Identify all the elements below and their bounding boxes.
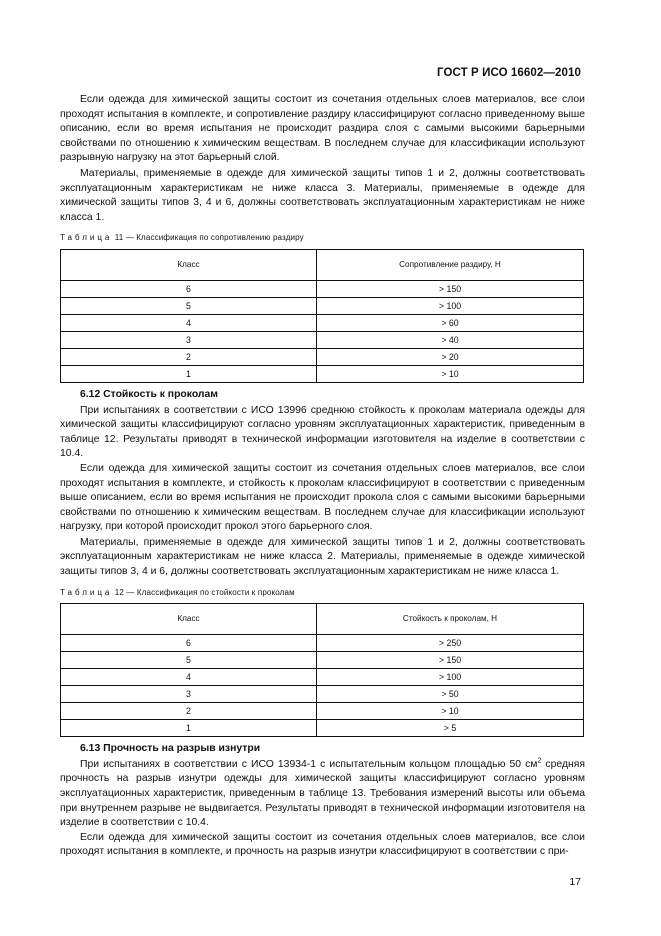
cell-class: 5	[61, 297, 317, 314]
cell-class: 6	[61, 635, 317, 652]
cell-class: 4	[61, 314, 317, 331]
table-row	[61, 348, 584, 365]
superscript: 2	[537, 757, 542, 765]
cell-value: > 5	[317, 720, 584, 737]
table-row	[61, 669, 584, 686]
paragraph	[60, 758, 585, 831]
table-caption-text: 11 — Классификация по сопротивлению раздиру	[114, 233, 304, 243]
table-row	[61, 652, 584, 669]
table-row	[61, 720, 584, 737]
table-row	[61, 280, 584, 297]
cell-value: > 100	[317, 297, 584, 314]
paragraph: При испытаниях в соответствии с ИСО 13996 среднюю стойкость к проколам материала одежды для химической защиты классифицируют согласно уровням эксплуатационных характеристик, приведенным в таблице 12. Результаты приводят в технической информации изготовителя на изделие в соответствии с 10.4.	[60, 404, 585, 460]
page-number: 17	[569, 876, 581, 888]
cell-value: > 150	[317, 280, 584, 297]
table-header-class: Класс	[61, 604, 317, 635]
paragraph-text: При испытаниях в соответствии с ИСО 13934-1 с испытательным кольцом площадью 50 см	[80, 758, 538, 770]
cell-value: > 50	[317, 686, 584, 703]
cell-value: > 150	[317, 652, 584, 669]
cell-value: > 60	[317, 314, 584, 331]
table-row	[61, 635, 584, 652]
cell-class: 6	[61, 280, 317, 297]
table-label: Таблица	[60, 233, 113, 243]
cell-value: > 100	[317, 669, 584, 686]
page-content	[60, 93, 585, 860]
paragraph: Материалы, применяемые в одежде для химической защиты типов 1 и 2, должны соответствовать эксплуатационным характеристикам не ниже класса 2. Материалы, применяемые в одежде химической защиты типов 3, 4 и 6, должны соответствовать эксплуатационным характеристикам не ниже класса 1.	[60, 536, 585, 578]
table-row	[61, 314, 584, 331]
cell-value: > 250	[317, 635, 584, 652]
table-label: Таблица	[60, 587, 113, 597]
table-header-puncture-resistance: Стойкость к проколам, Н	[317, 604, 584, 635]
cell-class: 2	[61, 703, 317, 720]
document-header: ГОСТ Р ИСО 16602—2010	[436, 67, 581, 79]
cell-class: 3	[61, 686, 317, 703]
table-12-caption	[60, 586, 585, 601]
table-header-tear-resistance: Сопротивление раздиру, Н	[317, 249, 584, 280]
cell-class: 1	[61, 365, 317, 382]
cell-class: 4	[61, 669, 317, 686]
section-title-6-13: 6.13 Прочность на разрыв изнутри	[80, 743, 261, 755]
cell-class: 3	[61, 331, 317, 348]
table-11-caption	[60, 231, 585, 246]
cell-class: 2	[61, 348, 317, 365]
cell-class: 5	[61, 652, 317, 669]
cell-value: > 40	[317, 331, 584, 348]
paragraph: Если одежда для химической защиты состоит из сочетания отдельных слоев материалов, все слои проходят испытания в комплекте, и сопротивление раздиру классифицируют согласно приведенному выше описанию, если во время испытания не происходит раздира слоя с самыми высокими барьерными свойствами по отношению к химическим веществам. В последнем случае для классификации используют разрывную нагрузку на этот барьерный слой.	[60, 94, 585, 164]
cell-value: > 10	[317, 703, 584, 720]
table-caption-text: 12 — Классификация по стойкости к проколам	[114, 587, 295, 597]
table-row	[61, 331, 584, 348]
paragraph-text: средняя прочность на разрыв изнутри одежды для химической защиты классифицируют согласно уровням эксплуатационных характеристик, приведенным в таблице 13. Требования измерений высоты или объема при внутреннем разрыве не выдвигается. Результаты приводят в технической информации изготовителя на изделие в соответствии с 10.4.	[60, 758, 586, 829]
table-row	[61, 703, 584, 720]
cell-value: > 20	[317, 348, 584, 365]
table-12	[60, 603, 584, 737]
table-row	[61, 297, 584, 314]
table-row	[61, 365, 584, 382]
section-title-6-12: 6.12 Стойкость к проколам	[80, 388, 218, 400]
cell-class: 1	[61, 720, 317, 737]
cell-value: > 10	[317, 365, 584, 382]
paragraph: Материалы, применяемые в одежде для химической защиты типов 1 и 2, должны соответствовать эксплуатационным характеристикам не ниже класса 3. Материалы, применяемые в одежде для химической защиты типов 3, 4 и 6, должны соответствовать эксплуатационным характеристикам не ниже класса 1.	[60, 167, 585, 223]
paragraph: Если одежда для химической защиты состоит из сочетания отдельных слоев материалов, все слои проходят испытания в комплекте, и прочность на разрыв изнутри классифицируют в соответствии с при-	[60, 831, 585, 858]
table-row	[61, 686, 584, 703]
paragraph: Если одежда для химической защиты состоит из сочетания отдельных слоев материалов, все слои проходят испытания в комплекте, и стойкость к проколам классифицируют в соответствии с приведенным выше описанием, если во время испытания не происходит прокола слоя с самыми высокими барьерными свойствами по отношению к химическим веществам. В последнем случае для классификации используют нагрузку, при которой происходит прокол этого барьерного слоя.	[60, 462, 585, 533]
table-header-class: Класс	[61, 249, 317, 280]
table-11	[60, 249, 584, 383]
